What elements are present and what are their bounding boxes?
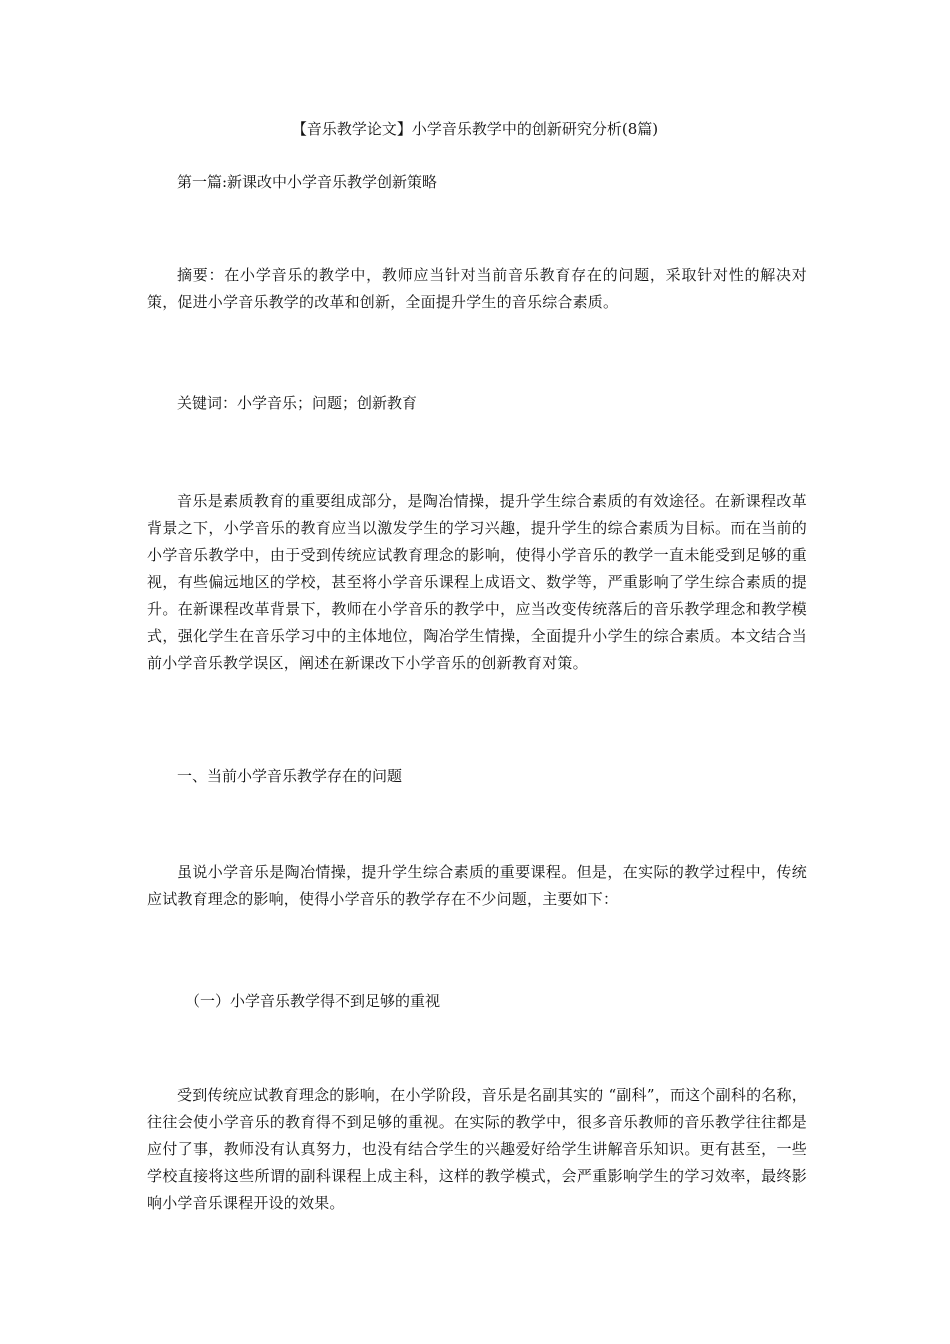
article-subtitle: 第一篇:新课改中小学音乐教学创新策略 [177, 173, 438, 191]
document-title: 【音乐教学论文】小学音乐教学中的创新研究分析(8篇) [291, 120, 659, 138]
subsection-1-paragraph: 受到传统应试教育理念的影响，在小学阶段，音乐是名副其实的 “副科”，而这个副科的名称，往往会使小学音乐的教育得不到足够的重视。在实际的教学中，很多音乐教师的音乐教学往往都是应付了事，教师没有认真努力，也没有结合学生的兴趣爱好给学生讲解音乐知识。更有甚至，一些学校直接将这些所谓的副科课程上成主科，这样的教学模式，会严重影响学生的学习效率，最终影响小学音乐课程开设的效果。 [147, 1086, 807, 1212]
keywords-line: 关键词：小学音乐；问题；创新教育 [177, 394, 418, 412]
section-1-paragraph: 虽说小学音乐是陶冶情操，提升学生综合素质的重要课程。但是，在实际的教学过程中，传统应试教育理念的影响，使得小学音乐的教学存在不少问题，主要如下： [147, 863, 807, 908]
intro-paragraph: 音乐是素质教育的重要组成部分，是陶冶情操，提升学生综合素质的有效途径。在新课程改革背景之下，小学音乐的教育应当以激发学生的学习兴趣，提升学生的综合素质为目标。而在当前的小学音乐教学中，由于受到传统应试教育理念的影响，使得小学音乐的教学一直未能受到足够的重视，有些偏远地区的学校，甚至将小学音乐课程上成语文、数学等，严重影响了学生综合素质的提升。在新课程改革背景下，教师在小学音乐的教学中，应当改变传统落后的音乐教学理念和教学模式，强化学生在音乐学习中的主体地位，陶冶学生情操，全面提升小学生的综合素质。本文结合当前小学音乐教学误区，阐述在新课改下小学音乐的创新教育对策。 [147, 492, 807, 672]
section-heading-1: 一、当前小学音乐教学存在的问题 [177, 767, 403, 785]
subsection-heading-1: （一）小学音乐教学得不到足够的重视 [185, 992, 441, 1010]
abstract-paragraph: 摘要：在小学音乐的教学中，教师应当针对当前音乐教育存在的问题，采取针对性的解决对策，促进小学音乐教学的改革和创新，全面提升学生的音乐综合素质。 [147, 266, 807, 311]
